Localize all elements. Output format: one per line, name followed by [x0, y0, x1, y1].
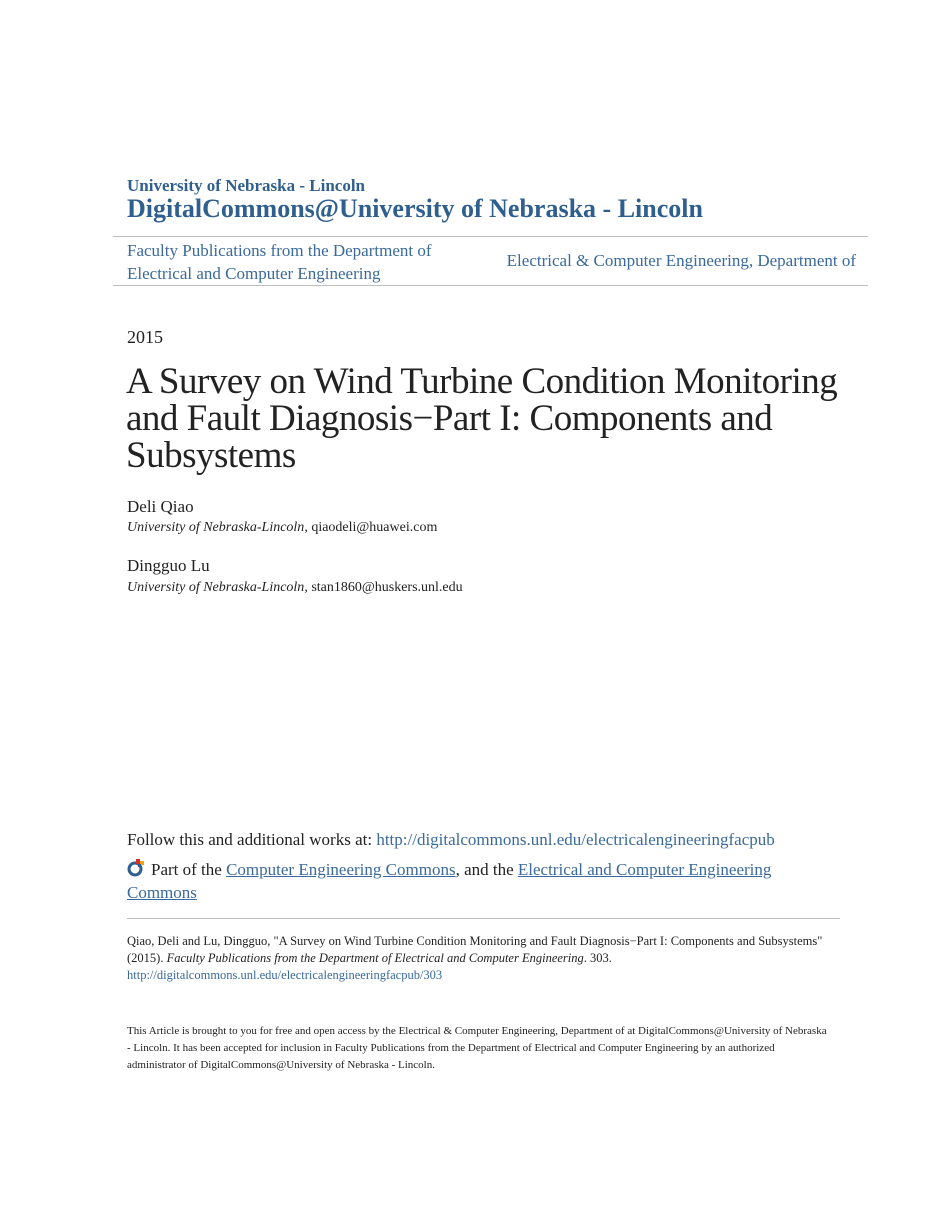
citation-series: Faculty Publications from the Department of Electrical and Computer Engineering: [166, 951, 584, 965]
collection-link[interactable]: http://digitalcommons.unl.edu/electricalengineeringfacpub: [376, 830, 775, 849]
part-of-line: [127, 858, 827, 904]
and-the-text: , and the: [455, 860, 518, 879]
citation-number: . 303.: [583, 951, 612, 965]
author-name: Dingguo Lu: [127, 556, 210, 575]
follow-label: Follow this and additional works at:: [127, 830, 377, 849]
publication-year: 2015: [127, 327, 163, 347]
institution-name[interactable]: University of Nebraska - Lincoln: [127, 176, 365, 195]
article-title: A Survey on Wind Turbine Condition Monitoring and Fault Diagnosis−Part I: Components and Subsystems: [126, 361, 838, 476]
author-email: , stan1860@huskers.unl.edu: [304, 580, 463, 595]
affiliation-name: University of Nebraska-Lincoln: [127, 580, 305, 595]
author-name: Deli Qiao: [127, 497, 194, 516]
repository-name[interactable]: DigitalCommons@University of Nebraska - Lincoln: [127, 194, 703, 223]
citation-divider: [127, 918, 840, 919]
series-link[interactable]: Faculty Publications from the Department of Electrical and Computer Engineering: [127, 241, 432, 283]
citation-url-link[interactable]: http://digitalcommons.unl.edu/electricalengineeringfacpub/303: [127, 968, 443, 982]
author-affiliation: [127, 520, 437, 536]
header-divider-bottom: [113, 285, 868, 286]
affiliation-name: University of Nebraska-Lincoln: [127, 520, 305, 535]
header-divider-top: [113, 236, 868, 237]
citation-text: Qiao, Deli and Lu, Dingguo, "A Survey on Wind Turbine Condition Monitoring and Fault Diagnosis−Part I: Components and Subsystems" (2015).: [127, 934, 823, 965]
recommended-citation: [127, 933, 827, 984]
bepress-commons-icon: [127, 858, 147, 878]
author-email: , qiaodeli@huawei.com: [304, 520, 438, 535]
access-notice: This Article is brought to you for free and open access by the Electrical & Computer Engineering, Department of at DigitalCommons@University of Nebraska - Lincoln. It has been accepted for inclusion in Faculty Publications from the Department of Electrical and Computer Engineering by an authorized administrator of DigitalCommons@University of Nebraska - Lincoln.: [127, 1025, 827, 1071]
department-link[interactable]: Electrical & Computer Engineering, Department of: [506, 251, 856, 270]
part-of-label: Part of the: [151, 860, 227, 879]
computer-engineering-commons-link[interactable]: Computer Engineering Commons: [226, 860, 456, 879]
ece-commons-link[interactable]: Electrical and Computer Engineering Commons: [127, 860, 772, 902]
follow-line: [127, 830, 775, 850]
author-affiliation: [127, 580, 463, 596]
